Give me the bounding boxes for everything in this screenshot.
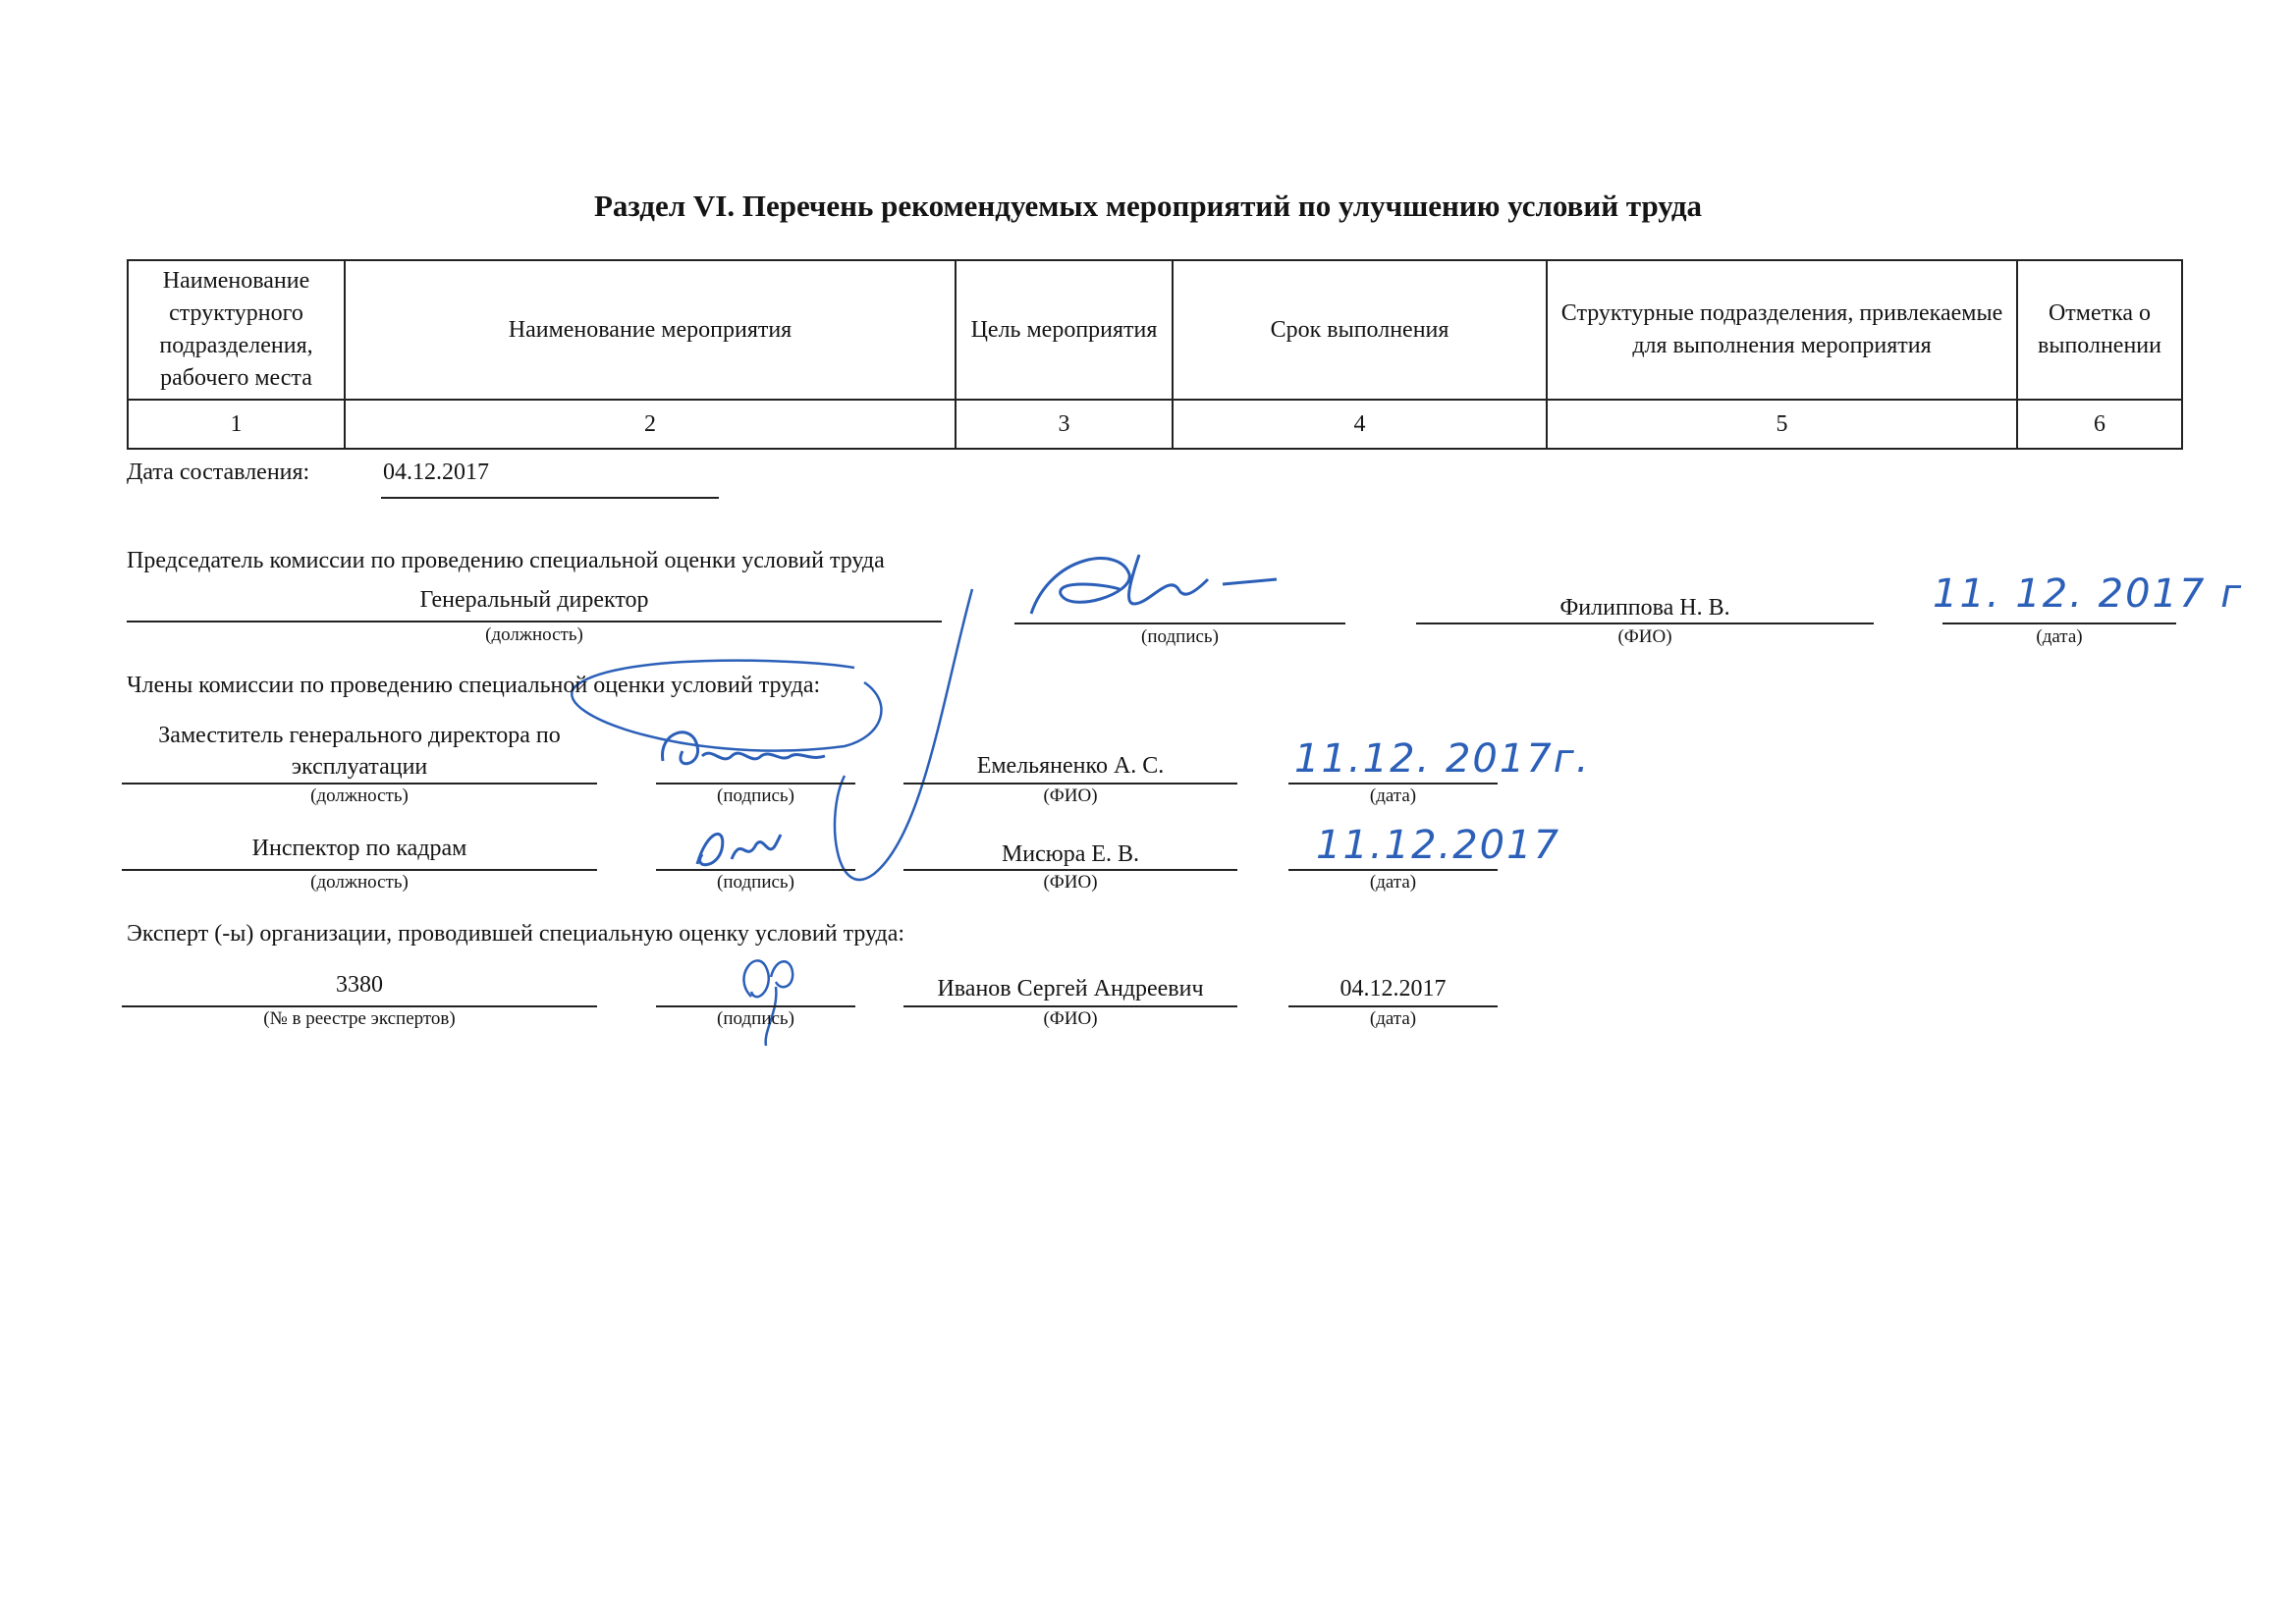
fio-caption: (ФИО): [1043, 872, 1098, 893]
signature-caption: (подпись): [717, 872, 794, 893]
table-number-row: [128, 400, 2182, 449]
table-header-cell: Отметка о выполнении: [2017, 260, 2182, 400]
chairman-name: Филиппова Н. В.: [1559, 595, 1730, 621]
chairman-name-line: [1416, 623, 1874, 624]
table-header-cell: Цель мероприятия: [956, 260, 1173, 400]
chairman-date-line: [1942, 623, 2176, 624]
member-1-position: Заместитель генерального директора по эксплуатации: [158, 723, 561, 780]
member-2-name-line: [903, 869, 1237, 871]
date-compiled-value: 04.12.2017: [383, 460, 489, 485]
member-2-position-line: [122, 869, 597, 871]
member-1-position-line: [122, 783, 597, 785]
date-caption: (дата): [1369, 1008, 1417, 1029]
fio-caption: (ФИО): [1043, 1008, 1098, 1029]
date-caption: (дата): [2036, 626, 2083, 647]
member-1-handwritten-date: 11.12. 2017г.: [1294, 736, 1591, 782]
expert-heading: Эксперт (-ы) организации, проводившей специальную оценку условий труда:: [127, 921, 905, 947]
chairman-signature-line: [1014, 623, 1345, 624]
column-number: 4: [1173, 400, 1547, 449]
signature-caption: (подпись): [717, 785, 794, 806]
column-number: 5: [1547, 400, 2017, 449]
column-number: 6: [2017, 400, 2182, 449]
fio-caption: (ФИО): [1043, 785, 1098, 806]
page-title: Раздел VI. Перечень рекомендуемых мероприятий по улучшению условий труда: [593, 189, 1703, 223]
column-number: 3: [956, 400, 1173, 449]
member-1-name: Емельяненко А. С.: [976, 753, 1165, 779]
chairman-handwritten-date: 11. 12. 2017 г: [1933, 571, 2244, 617]
member-1-date-line: [1288, 783, 1498, 785]
member-1-signature: [653, 712, 869, 790]
date-compiled-label: Дата составления:: [127, 460, 310, 485]
member-2-date-line: [1288, 869, 1498, 871]
expert-registry-line: [122, 1005, 597, 1007]
expert-date-line: [1288, 1005, 1498, 1007]
registry-caption: (№ в реестре экспертов): [263, 1008, 456, 1029]
date-caption: (дата): [1369, 785, 1417, 806]
expert-name: Иванов Сергей Андреевич: [937, 976, 1204, 1001]
signature-caption: (подпись): [717, 1008, 794, 1029]
member-2-position: Инспектор по кадрам: [251, 836, 467, 861]
member-2-signature-line: [656, 869, 855, 871]
table-header-cell: Структурные подразделения, привлекаемые для выполнения мероприятия: [1547, 260, 2017, 400]
table-header-cell: Срок выполнения: [1173, 260, 1547, 400]
table-header-row: [128, 260, 2182, 400]
chairman-heading: Председатель комиссии по проведению специальной оценки условий труда: [127, 548, 885, 573]
member-1-signature-line: [656, 783, 855, 785]
member-2-handwritten-date: 11.12.2017: [1316, 823, 1561, 868]
member-1-name-line: [903, 783, 1237, 785]
position-caption: (должность): [485, 624, 583, 645]
members-heading: Члены комиссии по проведению специальной оценки условий труда:: [127, 673, 821, 698]
date-caption: (дата): [1369, 872, 1417, 893]
table-header-cell: Наименование структурного подразделения, рабочего места: [128, 260, 345, 400]
date-compiled-underline: [381, 497, 719, 499]
fio-caption: (ФИО): [1617, 626, 1672, 647]
signature-caption: (подпись): [1141, 626, 1219, 647]
expert-name-line: [903, 1005, 1237, 1007]
column-number: 2: [345, 400, 956, 449]
expert-registry-number: 3380: [336, 972, 383, 998]
member-2-name: Мисюра Е. В.: [1001, 841, 1140, 867]
expert-signature-line: [656, 1005, 855, 1007]
table-header-cell: Наименование мероприятия: [345, 260, 956, 400]
expert-date: 04.12.2017: [1339, 976, 1447, 1001]
position-caption: (должность): [310, 872, 409, 893]
position-caption: (должность): [310, 785, 409, 806]
measures-table: [127, 259, 2183, 450]
chairman-position: Генеральный директор: [419, 587, 649, 613]
column-number: 1: [128, 400, 345, 449]
chairman-signature: [1011, 535, 1306, 633]
